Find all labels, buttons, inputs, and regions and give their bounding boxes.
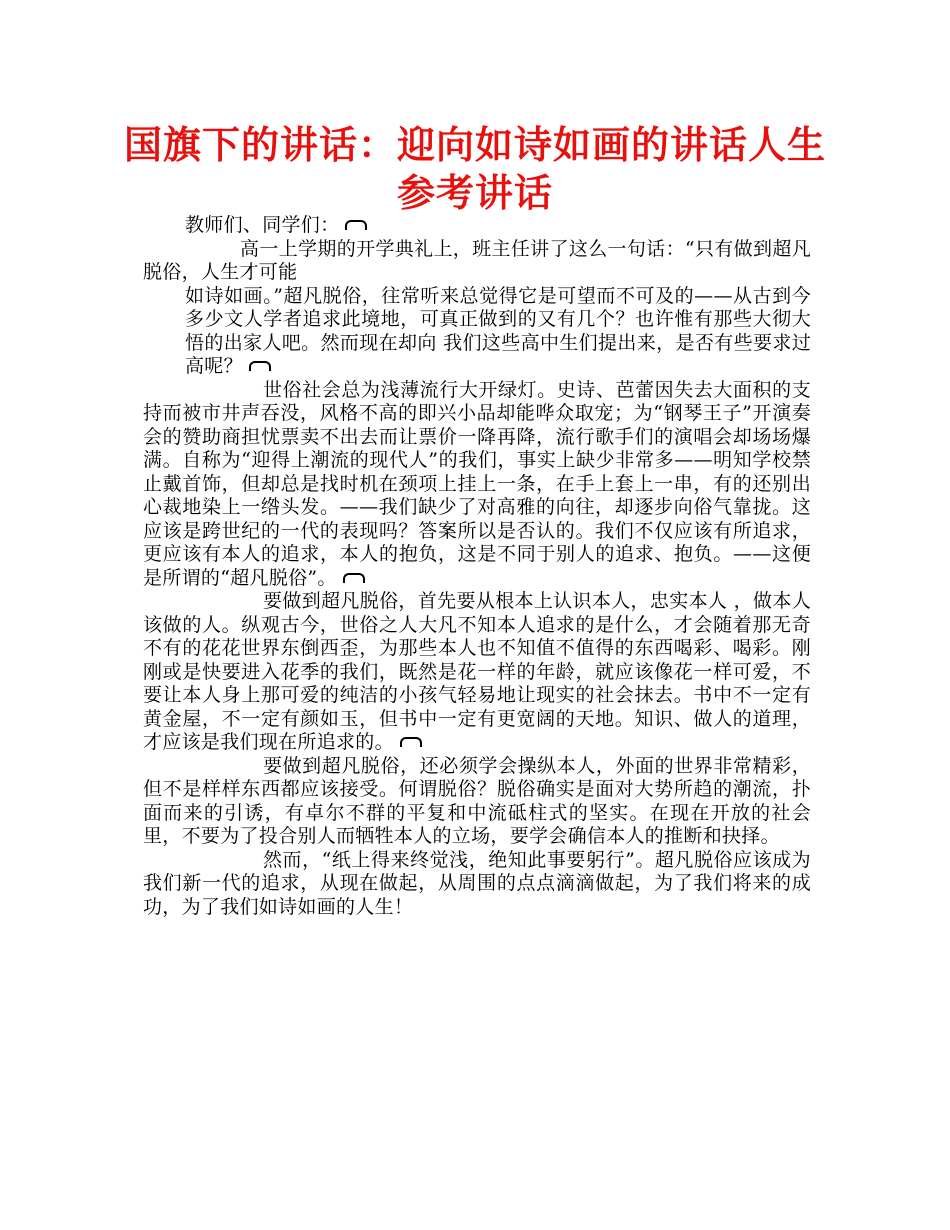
paragraph-4: 要做到超凡脱俗，还必须学会操纵本人，外面的世界非常精彩，但不是样样东西都应该接受。何谓脱俗？脱俗确实是面对大势所趋的潮流，扑面而来的引诱，有卓尔不群的平复和中流砥柱式的坚实。在现在开放的社会里，不要为了投合别人而牺牲本人的立场，要学会确信本人的推断和抉择。 — [143, 754, 811, 847]
paragraph-3-text: 要做到超凡脱俗，首先要从根本上认识本人，忠实本人 ，做本人该做的人。纵观古今，世俗之人大凡不知本人追求的是什么，才会随着那无奇不有的花花世界东倒西歪，为那些本人也不知值不值得的东西喝彩、喝彩。刚刚或是快要进入花季的我们，既然是花一样的年龄，就应该像花一样可爱，不要让本人身上那可爱的纯洁的小孩气轻易地让现实的社会抹去。书中不一定有黄金屋，不一定有颜如玉，但书中一定有更宽阔的天地。知识、做人的道理，才应该是我们现在所追求的。 — [143, 590, 811, 753]
paragraph-mark-icon — [343, 573, 365, 583]
paragraph-1b — [143, 285, 811, 379]
speech-body — [143, 214, 811, 919]
title-line-1: 国旗下的讲话：迎向如诗如画的讲话人生 — [123, 123, 826, 167]
paragraph-3 — [143, 590, 811, 755]
paragraph-2 — [143, 379, 811, 591]
paragraph-2-text: 世俗社会总为浅薄流行大开绿灯。史诗、芭蕾因失去大面积的支持而被市井声吞没，风格不高的即兴小品却能哗众取宠；为“钢琴王子”开演奏会的赞助商担忧票卖不出去而让票价一降再降，流行歌手们的演唱会却场场爆满。自称为“迎得上潮流的现代人”的我们，事实上缺少非常多——明知学校禁止戴首饰，但却总是找时机在颈项上挂上一条，在手上套上一串，有的还别出心裁地染上一绺头发。——我们缺少了对高雅的向往，却逐步向俗气靠拢。这应该是跨世纪的一代的表现吗？答案所以是否认的。我们不仅应该有所追求，更应该有本人的追求，本人的抱负，这是不同于别人的追求、抱负。——这便是所谓的“超凡脱俗”。 — [143, 378, 811, 589]
title-line-2: 参考讲话 — [396, 171, 553, 215]
paragraph-mark-icon — [400, 737, 422, 747]
paragraph-mark-icon — [345, 220, 367, 230]
salutation-text: 教师们、同学们： — [185, 214, 340, 236]
paragraph-1b-text: 如诗如画。”超凡脱俗，往常听来总觉得它是可望而不可及的——从古到今多少文人学者追求此境地，可真正做到的又有几个？也许惟有那些大彻大悟的出家人吧。然而现在却向 我们这些高中生们提出来，是否有些要求过高呢？ — [185, 284, 811, 377]
salutation — [143, 214, 811, 238]
paragraph-5: 然而，“纸上得来终觉浅，绝知此事要躬行”。超凡脱俗应该成为我们新一代的追求，从现在做起，从周围的点点滴滴做起，为了我们将来的成功，为了我们如诗如画的人生！ — [143, 848, 811, 918]
paragraph-1a: 高一上学期的开学典礼上，班主任讲了这么一句话：“只有做到超凡脱俗，人生才可能 — [143, 237, 811, 283]
paragraph-mark-icon — [249, 361, 271, 371]
